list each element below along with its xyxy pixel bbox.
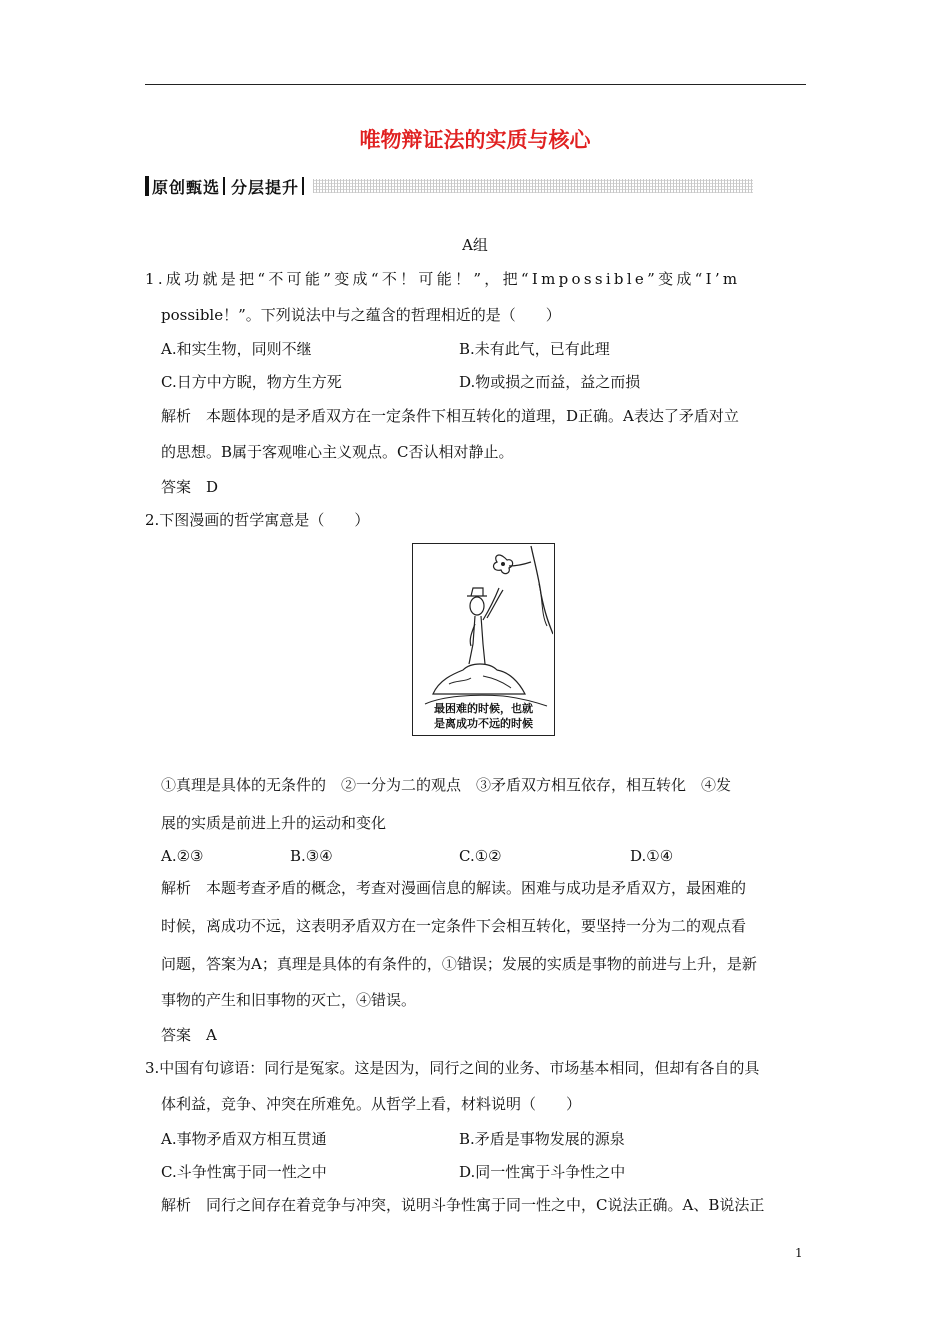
q3-stem-line1: 3.中国有句谚语：同行是冤家。这是因为，同行之间的业务、市场基本相同，但却有各自的具 — [145, 1059, 760, 1077]
q2-option-c: C.①② — [459, 847, 502, 865]
q3-stem-line2: 体利益，竞争、冲突在所难免。从哲学上看，材料说明（ ） — [161, 1095, 582, 1113]
q3-option-c: C.斗争性寓于同一性之中 — [161, 1163, 327, 1181]
header-rule — [145, 84, 806, 85]
q2-option-a: A.②③ — [161, 847, 204, 865]
q3-option-b: B.矛盾是事物发展的源泉 — [459, 1130, 625, 1148]
q3-option-a: A.事物矛盾双方相互贯通 — [161, 1130, 327, 1148]
group-label: A组 — [462, 236, 488, 254]
q1-answer: 答案 D — [161, 478, 219, 496]
q1-option-d: D.物或损之而益，益之而损 — [459, 373, 641, 391]
q2-analysis-line3: 问题，答案为A；真理是具体的有条件的，①错误；发展的实质是事物的前进与上升，是新 — [161, 955, 757, 973]
q2-analysis-line4: 事物的产生和旧事物的灭亡，④错误。 — [161, 991, 417, 1009]
page-title: 唯物辩证法的实质与核心 — [359, 128, 591, 152]
banner-part1: 原创甄选 — [152, 177, 221, 197]
q2-statements-line1: ①真理是具体的无条件的 ②一分为二的观点 ③矛盾双方相互依存，相互转化 ④发 — [161, 776, 732, 794]
banner-separator — [302, 177, 304, 195]
q2-stem: 2.下图漫画的哲学寓意是（ ） — [145, 511, 370, 529]
page-number: 1 — [795, 1246, 803, 1260]
banner-hatch — [313, 179, 753, 193]
q2-option-d: D.①④ — [630, 847, 674, 865]
banner-bar — [145, 176, 149, 196]
q2-analysis-line1: 解析 本题考查矛盾的概念，考查对漫画信息的解读。困难与成功是矛盾双方，最困难的 — [161, 879, 747, 897]
section-banner — [145, 174, 753, 198]
banner-separator — [223, 177, 225, 195]
q2-statements-line2: 展的实质是前进上升的运动和变化 — [161, 814, 387, 832]
cartoon-image — [412, 543, 555, 736]
q1-stem-line2: possible！”。下列说法中与之蕴含的哲理相近的是（ ） — [161, 306, 561, 324]
q3-option-d: D.同一性寓于斗争性之中 — [459, 1163, 626, 1181]
q1-option-c: C.日方中方睨，物方生方死 — [161, 373, 342, 391]
q2-analysis-line2: 时候，离成功不远，这表明矛盾双方在一定条件下会相互转化，要坚持一分为二的观点看 — [161, 917, 747, 935]
banner-part2: 分层提升 — [231, 177, 300, 197]
cartoon-caption-line1: 最困难的时候，也就 — [434, 702, 533, 715]
q1-analysis-line2: 的思想。B属于客观唯心主义观点。C否认相对静止。 — [161, 443, 514, 461]
cartoon-caption — [417, 701, 550, 731]
q2-answer: 答案 A — [161, 1026, 217, 1044]
cartoon-caption-line2: 是离成功不远的时候 — [434, 717, 533, 730]
q1-option-a: A.和实生物，同则不继 — [161, 340, 312, 358]
q1-option-b: B.未有此气，已有此理 — [459, 340, 610, 358]
q2-option-b: B.③④ — [290, 847, 333, 865]
q3-analysis-line1: 解析 同行之间存在着竞争与冲突，说明斗争性寓于同一性之中，C说法正确。A、B说法正 — [161, 1196, 765, 1214]
q1-analysis-line1: 解析 本题体现的是矛盾双方在一定条件下相互转化的道理，D正确。A表达了矛盾对立 — [161, 407, 739, 425]
q1-stem-line1: 1.成功就是把“不可能”变成“不！可能！”，把“Impossible”变成“I’m — [145, 270, 741, 288]
